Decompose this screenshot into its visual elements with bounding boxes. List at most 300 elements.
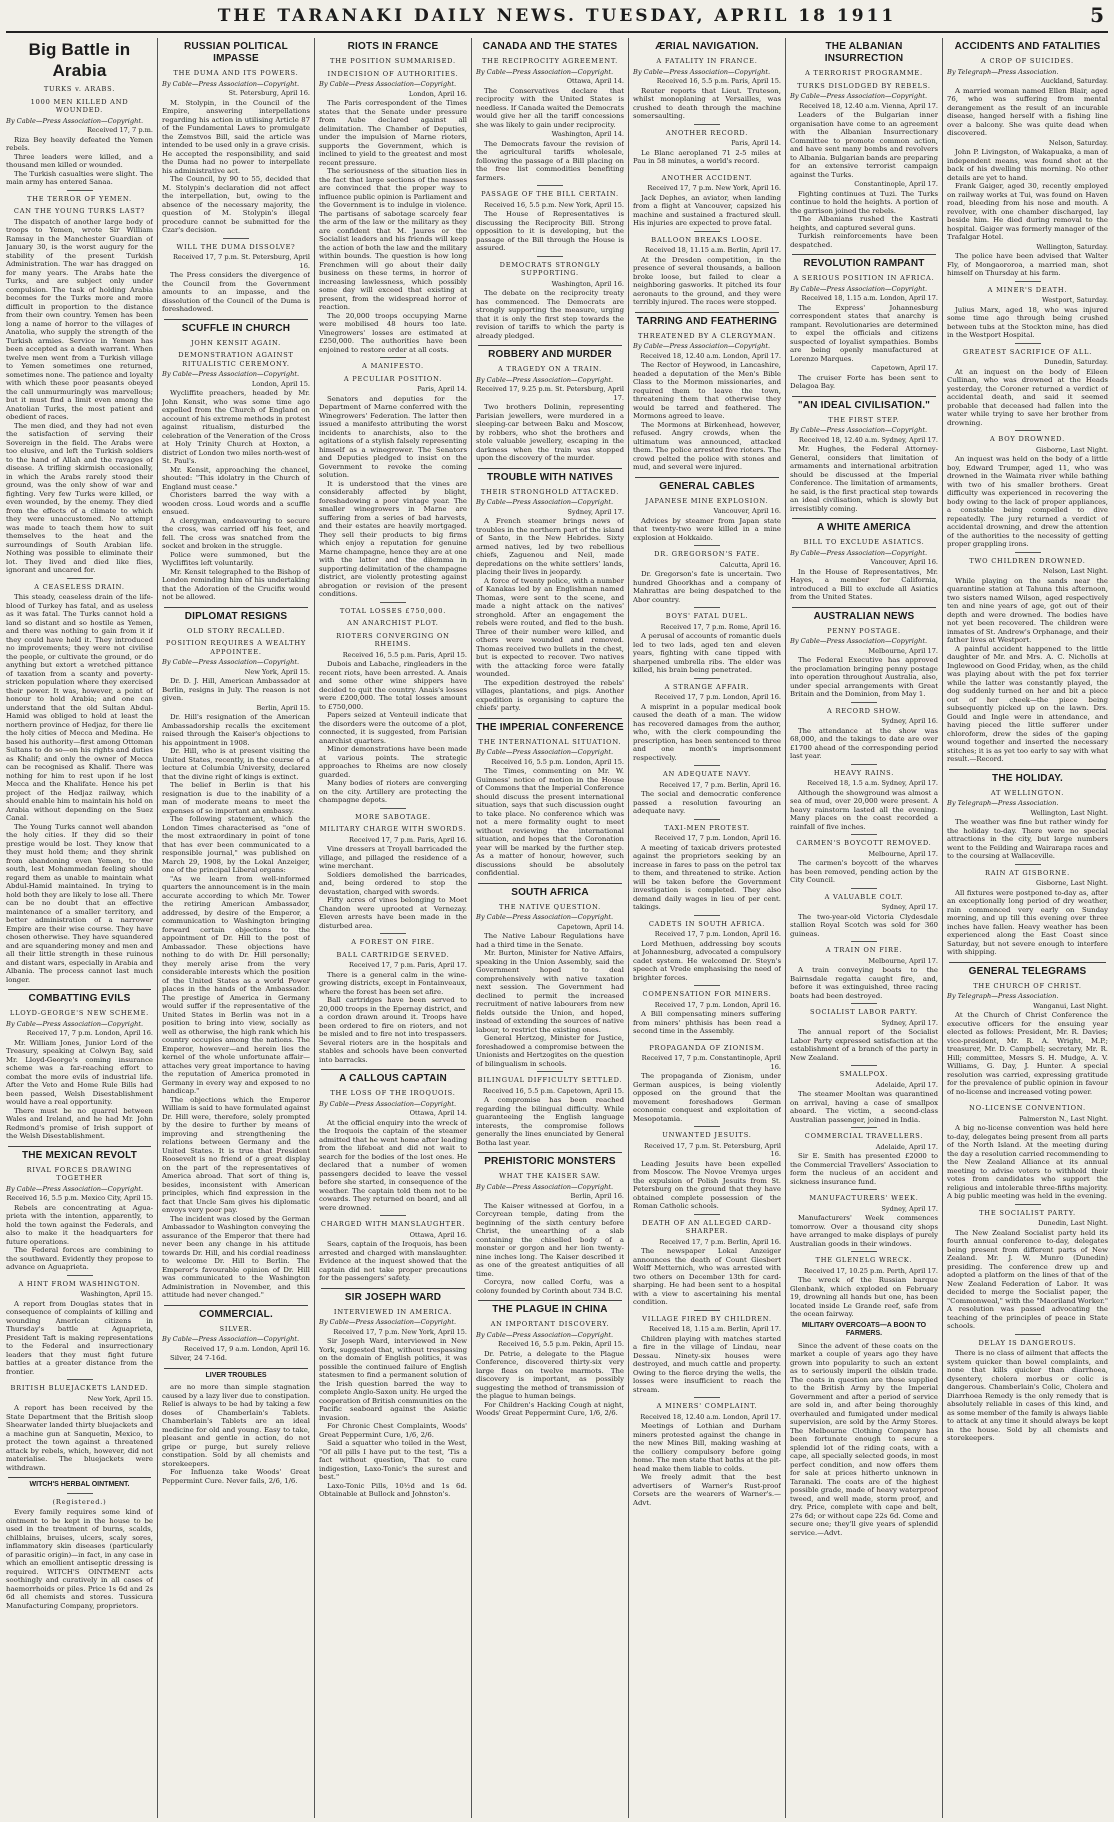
paragraph: Le Blanc aeroplaned 71 2-5 miles at Pau in 58 minutes, a world's record. bbox=[633, 148, 781, 165]
subheading: CAN THE YOUNG TURKS LAST? bbox=[13, 207, 146, 215]
subheading: CARMEN'S BOYCOTT REMOVED. bbox=[796, 839, 932, 847]
article bbox=[319, 41, 467, 1064]
dateline: By Cable—Press Association—Copyright. bbox=[476, 375, 614, 384]
paragraph: Leading Jesuits have been expelled from Moscow. The Novoe Vremya urges the expulsion of Polish Jesuits from St. Petersburg on the ground that they have obtained complete possession of the Roman Catholic schools. bbox=[633, 1159, 781, 1210]
paragraph: Vine dressers at Troyall barricaded the village, and pillaged the residence of a wine merchant. bbox=[319, 845, 467, 870]
article-divider bbox=[8, 1146, 151, 1147]
dateline-place: London, April 16. bbox=[408, 89, 467, 98]
paragraph: The debate on the reciprocity treaty has commenced. The Democrats are strongly supporting the measure, urging that it is only the first step towards the revision of tariffs to which the party is already pledged. bbox=[476, 289, 624, 340]
article bbox=[162, 323, 310, 602]
dateline-place: Received 18, 1.15 a.m. London, April 17. bbox=[801, 294, 938, 302]
paragraph: Minor demonstrations have been made at various points. The strategic approaches to Rheims are now closely guarded. bbox=[319, 745, 467, 779]
dateline-place: Received 16, 5.5 p.m. New York, April 15. bbox=[484, 200, 624, 209]
article bbox=[162, 1309, 310, 1363]
paragraph: While playing on the sands near the quarantine station at Tahuna this afternoon, two sisters named Wilson, aged respectively ten and nine years of age, got out of their depth and were drowned. The bodies have not yet been recovered. The children were inmates of St. Andrew's Orphanage, and their father lives at Westport. bbox=[947, 576, 1108, 644]
article bbox=[947, 773, 1108, 957]
paragraph: Leaders of the Bulgarian inner organisation have come to an agreement with the Albanian Insurrectionary Committee to promote common action, and have sent many bombs and revolvers to Albania. Bulgarian bands are preparing for an extensive terrorist campaign against the Turks. bbox=[790, 111, 938, 179]
dateline: By Cable—Press Association—Copyright. bbox=[476, 913, 614, 921]
section-dash bbox=[380, 1215, 406, 1216]
dateline-place: Sydney, April 17. bbox=[881, 903, 938, 911]
column-1 bbox=[6, 38, 153, 1818]
section-dash bbox=[67, 1493, 93, 1494]
subheading: A FOREST ON FIRE. bbox=[351, 938, 435, 946]
subheading: COMPENSATION FOR MINERS. bbox=[642, 990, 772, 998]
paragraph: The Democrats favour the revision of the agricultural tariffs wholesale, following the passage of a Bill placing on the free list commodities benefiting farmers. bbox=[476, 139, 624, 182]
subheading: A VALUABLE COLT. bbox=[824, 892, 904, 901]
paragraph: Although the showground was almost a sea of mud, over 20,000 were present. A heavy rainstorm lasted all the evening. Many places on the coast recorded a rainfall of five inches. bbox=[790, 788, 938, 831]
dateline: By Cable—Press Association—Copyright. bbox=[633, 67, 771, 76]
subheading: A MINER'S DEATH. bbox=[987, 285, 1068, 294]
subheading: THE CHURCH OF CHRIST. bbox=[973, 981, 1082, 990]
dateline: By Cable—Press Association—Copyright. bbox=[476, 498, 614, 506]
article-divider bbox=[949, 962, 1106, 963]
article bbox=[790, 522, 938, 602]
subheading: TURKS DISLODGED BY REBELS. bbox=[797, 81, 931, 90]
article bbox=[790, 41, 938, 249]
paragraph: Turkish reinforcements have been despatched. bbox=[790, 232, 938, 249]
paragraph: The Turkish casualties were slight. The main army has entered Sanaa. bbox=[6, 169, 153, 186]
paragraph: Manufacturers' Week commences tomorrow. Over a thousand city shops have arranged to make displays of purely Australian goods in their windows. bbox=[790, 1214, 938, 1248]
article bbox=[790, 258, 938, 391]
subheading: WHAT THE KAISER SAW. bbox=[499, 1172, 601, 1180]
article-headline: Big Battle in Arabia bbox=[28, 40, 131, 80]
article-divider bbox=[635, 477, 779, 478]
paragraph: Lord Methuen, addressing boy scouts at Johannesburg, advocated a compulsory cadet system. He welcomed Dr. Steyn's speech at Vrede emphasising the need of brighter forces. bbox=[633, 939, 781, 982]
paragraph: Silver, 24 7-16d. bbox=[170, 1354, 228, 1362]
dateline: By Cable—Press Association—Copyright. bbox=[476, 1182, 614, 1191]
paragraph: Julius Marx, aged 18, who was injured some time ago through being crushed between tubs at the Stockton mine, has died in the Westport Hospital. bbox=[947, 305, 1108, 339]
dateline-place: Received 18, 11.15 a.m. Berlin, April 17. bbox=[644, 246, 781, 254]
paragraph: A report has been received by the State Department that the British sloop Shearwater landed thirty bluejackets and a machine gun at Sanquetin, Mexico, to protect the town against a threatened attack by rebels, which, however, did not materialise. The bluejackets were withdrawn. bbox=[6, 1404, 153, 1472]
paragraph: At the Church of Christ Conference the executive officers for the ensuing year elected as follows: President, Mr. R. Davies; vice-president, Mr. R. A. Wright, M.P.; treasurer, Mr. D. Campbell; secretary, Mr. R. Hill; committee, Messrs S. H. Mudge, A. V. Williams, G. Day, J. Hunter. A special resolution was carried, expressing gratitude for the prevalence of public opinion in favour of no-license and increased voting power. bbox=[947, 1011, 1108, 1096]
subheading: MILITARY CHARGE WITH SWORDS. bbox=[319, 825, 467, 833]
paragraph: Choristers barred the way with a wooden cross. Loud words and a scuffle ensued. bbox=[162, 491, 310, 516]
article-headline: TARRING AND FEATHERING bbox=[636, 315, 778, 327]
article-headline: SCUFFLE IN CHURCH bbox=[181, 322, 291, 334]
subheading: A CROP OF SUICIDES. bbox=[981, 57, 1074, 65]
section-dash bbox=[694, 607, 720, 608]
article-headline: ROBBERY AND MURDER bbox=[488, 349, 612, 360]
paragraph: The Rector of Heywood, in Lancashire, headed a deputation of the Men's Bible Class to the Mormon missionaries, and required them to leave the town, threatening them that otherwise they would be tarred and feathered. The Mormons agreed to leave. bbox=[633, 361, 781, 420]
section-dash bbox=[851, 1189, 877, 1190]
paragraph: There is a general calm in the wine-growing districts, except in Fontainveaux, where the forest has been set afire. bbox=[319, 970, 467, 996]
paragraph: The Times, commenting on Mr. W. Guinness' notice of motion in the House of Commons that the Imperial Conference should discuss the present international situation, says that such discussion ought to take place. No conference which was not a mere formality ought to meet without reviewing the international situation, and hopes that the Coronation year will be marked by the further step. As a matter of honour, however, such discussions should be absolutely confidential. bbox=[476, 767, 624, 877]
subheading: A TERRORIST PROGRAMME. bbox=[805, 69, 923, 77]
paragraph: Mr. Burton, Minister for Native Affairs, speaking in the Union Assembly, said the Government hoped to deal comprehensively with native taxation next session. The Government had declined to permit the increased recruitment of native labourers from new fields outside the Union, and hoped, instead of extending the sources of native labour, to restrict the existing ones. bbox=[476, 949, 624, 1034]
article bbox=[162, 41, 310, 314]
paragraph: The steamer Mooltan was quarantined on arrival, having a case of smallpox aboard. The victim, a second-class Australian passenger, joined in India. bbox=[790, 1090, 938, 1124]
dateline-place: London, April 15. bbox=[251, 379, 310, 388]
paragraph: For Influenza take Woods' Great Peppermint Cure. Never fails, 2/6, 1/6. bbox=[162, 1468, 310, 1485]
dateline-place: Washington, April 15. bbox=[80, 1290, 153, 1298]
paragraph: A misprint in a popular medical book caused the death of a man. The widow has recovered damages from the author, who, with the clerk compounding the prescription, has been sentenced to three and one month's imprisonment respectively. bbox=[633, 702, 781, 762]
dateline-place: Gisborne, Last Night. bbox=[1036, 445, 1108, 454]
paragraph: Dr. D. J. Hill, American Ambassador at Berlin, resigns in July. The reason is not given. bbox=[162, 677, 310, 702]
dateline: By Cable—Press Association—Copyright. bbox=[476, 748, 614, 756]
paragraph: A Bill compensating miners suffering from miners' phthisis has been read a second time in the Assembly. bbox=[633, 1010, 781, 1035]
paragraph: The men died, and they had not even the satisfaction of serving their Sovereign in the field. The Arabs were too elusive, and left the Turkish soldiers to the hand of Allah and the ravages of disease. A trifling skirmish occasionally, in which the Arabs rarely stood their ground, was the only show of war and fighting. Very few Turks were killed, or even wounded, by the enemy. They died from the effects of a climate to which they were unaccustomed. No attempt was made to teach them how to suit themselves to the heat and the surroundings of South Arabian life. Nothing was possible to eliminate their lot. They lived and died like flies, ignorant and uncared for. bbox=[6, 421, 153, 574]
paragraph: Ball cartridges have been served to 20,000 troops in the Epernay district, and a cordon drawn around it. Troops have been ordered to fire on rioters, and not be misled and to fire not into trespassers. Several rioters are in the hospitals and stables and schools have been converted into barracks. bbox=[319, 996, 467, 1064]
paragraph: Said a squatter who toiled in the West, "Of all pills I have put to the test, 'Tis a fact without question, That to cure indigestion, Laxo-Tonic's the surest and best." bbox=[319, 1439, 467, 1481]
article-divider bbox=[164, 1305, 308, 1306]
dateline-place: Wellington, Last Night. bbox=[1030, 808, 1108, 817]
section-dash bbox=[851, 702, 877, 703]
article bbox=[633, 481, 781, 1508]
article bbox=[476, 349, 624, 463]
subheading: A FATALITY IN FRANCE. bbox=[656, 57, 758, 65]
article-divider bbox=[792, 254, 936, 255]
dateline-place: Paris, April 14. bbox=[417, 385, 467, 393]
article-divider bbox=[164, 607, 308, 608]
dateline-place: Vancouver, April 16. bbox=[713, 507, 781, 515]
subheading: AN IMPORTANT DISCOVERY. bbox=[490, 1320, 610, 1328]
dateline: By Telegraph—Press Association. bbox=[947, 67, 1059, 76]
subheading: DEMOCRATS STRONGLY SUPPORTING. bbox=[499, 260, 601, 277]
subheading: UNWANTED JESUITS. bbox=[662, 1131, 752, 1139]
article-headline: SIR JOSEPH WARD bbox=[344, 1291, 442, 1303]
section-dash bbox=[223, 238, 249, 239]
article bbox=[6, 993, 153, 1141]
subheading: THE LOSS OF THE IROQUOIS. bbox=[330, 1089, 456, 1097]
article-headline: GENERAL CABLES bbox=[659, 480, 755, 492]
dateline-place: Received 17, 9 a.m. London, April 16. bbox=[183, 1344, 310, 1353]
dateline-place: Vancouver, April 16. bbox=[870, 558, 938, 566]
dateline-place: Westport, Saturday. bbox=[1042, 296, 1108, 304]
column-3 bbox=[319, 38, 467, 1818]
subheading: A MINERS' COMPLAINT. bbox=[656, 1402, 758, 1410]
paragraph: The belief in Berlin is that his resignation is due to the inability of a man of moderate means to meet the expenses of so important an embassy. bbox=[162, 781, 310, 815]
section-dash bbox=[380, 933, 406, 934]
article-headline: A WHITE AMERICA bbox=[817, 522, 911, 533]
dateline-place: Wellington, Saturday. bbox=[1036, 242, 1108, 251]
paragraph: Mr. William Jones, Junior Lord of the Treasury, speaking at Colwyn Bay, said Mr. Lloyd-George's coming insurance scheme was a far-reaching effort to combat the more evils of industrial life. After the Veto and Home Rule Bills had been passed, Welsh Disestablishment would have a real opportunity. bbox=[6, 1038, 153, 1106]
section-dash bbox=[67, 578, 93, 579]
article bbox=[476, 1304, 624, 1418]
paragraph: Soldiers demolished the barricades, and, being ordered to stop the devastation, charged with swords. bbox=[319, 870, 467, 896]
subheading: RIVAL FORCES DRAWING TOGETHER bbox=[26, 1165, 133, 1182]
dateline-place: Received 18, 12.40 a.m. London, April 17. bbox=[640, 351, 781, 360]
paragraph: Since the advent of these coats on the market a couple of years ago they have grown into popularity to such an extent as to seriously imperil the oilskin trade. The coats in question are those supplied to the British Army by the Imperial Government and after a period of service are sold in, and after being thoroughly overhauled and fumigated under medical supervision, are sold by the Army Stores. The Melbourne Clothing Company has been fortunate enough to secure a splendid lot of the riding coats, with a cape, all specially selected goods, in most perfect condition, and now offers them for sale at prices hitherto unknown in Taranaki. The coats are of the highest possible grade, made of heavy waterproof tweed, and well made, storm proof, and dry. Price, complete with cape and belt, 27s 6d; or without cape 22s 6d. Come and secure one; they'll give years of splendid service.—Advt. bbox=[790, 1341, 938, 1537]
paragraph: It is understood that the vines are considerably affected by blight, foreshadowing a poor vintage year. The smaller winegrowers in Marne are suffering from a series of bad harvests, and their estates are heavily mortgaged. They sell their products to big firms which enjoy a reputation for genuine Marne champagne, hence they are at one with the latter and the dilemma in supporting delimitation of the champagne district, are violently protesting against abrogation or revision of the present conditions. bbox=[319, 479, 467, 598]
dateline-place: Received 17, 7 p.m. London, April 16. bbox=[654, 930, 781, 938]
article-divider bbox=[635, 312, 779, 313]
column-5 bbox=[633, 38, 781, 1818]
dateline-place: Melbourne, April 17. bbox=[868, 646, 938, 655]
section-dash bbox=[851, 941, 877, 942]
paragraph: A compromise has been reached regarding the bilingual difficulty. While guaranteeing the English language interests, the compromise follows generally the lines enunciated by General Botha last year. bbox=[476, 1096, 624, 1147]
section-dash bbox=[1015, 430, 1041, 431]
dateline-place: Ottawa, April 16. bbox=[409, 1230, 467, 1239]
dateline-place: Received 18, 12.40 a.m. Sydney, April 17. bbox=[798, 435, 938, 444]
dateline: By Cable—Press Association—Copyright. bbox=[790, 637, 928, 645]
subheading: (Registered.) bbox=[52, 1497, 107, 1506]
paragraph: Dubois and Labache, ringleaders in the recent riots, have been arrested. A. Anais and some other wine shippers have decided to quit the country. Anais's losses were £200,000. The total losses amount to £750,000. bbox=[319, 660, 467, 711]
newspaper-columns bbox=[6, 38, 1108, 1818]
paragraph: A meeting of taxicab drivers protested against the proprietors seeking by an increase in fares to pass on the petrol tax to them, and threatened to strike. Action will be taken before the Government investigation is completed. They also demand daily wages in lieu of per cent. takings. bbox=[633, 843, 781, 911]
paragraph: Mr. Hughes, the Federal Attorney-General, considers that limitation of armaments and international arbitration should be discussed at the Imperial Conference. The limitation of armaments, he said, is the first practical step towards an ideal civilisation, which is slowly but irresistibly coming. bbox=[790, 445, 938, 513]
subheading: AN ADEQUATE NAVY. bbox=[662, 770, 752, 778]
article-divider bbox=[8, 989, 151, 990]
subheading: PROPAGANDA OF ZIONISM. bbox=[649, 1043, 765, 1052]
dateline-place: Wanganui, Last Night. bbox=[1033, 1001, 1108, 1010]
section-dash bbox=[694, 169, 720, 170]
section-dash bbox=[694, 819, 720, 820]
section-dash bbox=[537, 1071, 563, 1072]
paragraph: All fixtures were postponed to-day as, after an exceptionally long period of dry weather, rain commenced very early on Sunday morning, and up till this evening over three inches have fallen. Heavy weather has been experienced along the East Coast since Saturday, but not severe enough to interfere with shipping. bbox=[947, 888, 1108, 956]
dateline-place: Received 17, 7 p.m. New York, April 15. bbox=[333, 1327, 467, 1336]
subheading: TWO CHILDREN DROWNED. bbox=[969, 556, 1086, 565]
section-dash bbox=[694, 1310, 720, 1311]
section-dash bbox=[694, 545, 720, 546]
paragraph: Reuter reports that Lieut. Truteson, whilst monoplaning at Versailles, was crushed to death through the machine somersaulting. bbox=[633, 86, 781, 120]
subheading: SILVER. bbox=[219, 1324, 253, 1333]
dateline-place: Received 17, 7 p.m. St. Petersburg, April 16. bbox=[172, 253, 310, 270]
dateline: By Cable—Press Association—Copyright. bbox=[162, 1335, 300, 1343]
dateline: By Cable—Press Association—Copyright. bbox=[633, 342, 771, 350]
article bbox=[790, 611, 938, 1538]
dateline-place: Received 17, 7 p.m. Paris, April 17. bbox=[349, 961, 467, 969]
dateline-place: New York, April 15. bbox=[244, 667, 310, 676]
section-dash bbox=[1015, 1099, 1041, 1100]
article-headline: THE IMPERIAL CONFERENCE bbox=[476, 721, 624, 733]
dateline-place: Received 17, 7 p.m. London, April 16. bbox=[654, 834, 781, 842]
dateline-place: Received 17, 7 p.m. New York, April 16. bbox=[647, 184, 781, 192]
dateline-place: Received 17, 7 p.m. Berlin, April 16. bbox=[659, 1237, 781, 1246]
article bbox=[6, 1481, 153, 1610]
subheading: THE RECIPROCITY AGREEMENT. bbox=[481, 57, 619, 65]
column-7 bbox=[947, 38, 1108, 1818]
paragraph: The social and democratic conference passed a resolution favouring an adequate navy. bbox=[633, 790, 781, 815]
subheading: A STRANGE AFFAIR. bbox=[664, 682, 750, 691]
dateline: By Cable—Press Association—Copyright. bbox=[6, 116, 144, 125]
subheading: THE DUMA AND ITS POWERS. bbox=[173, 69, 299, 77]
subheading: NO-LICENSE CONVENTION. bbox=[969, 1104, 1086, 1112]
dateline: By Cable—Press Association—Copyright. bbox=[6, 1184, 144, 1193]
article-headline: RIOTS IN FRANCE bbox=[347, 41, 439, 52]
paragraph: The propaganda of Zionism, under German auspices, is being violently opposed on the ground that the movement foreshadows German economic conquest and exploitation of Mesopotamia. bbox=[633, 1072, 781, 1123]
article bbox=[162, 611, 310, 1300]
dateline: By Cable—Press Association—Copyright. bbox=[319, 1099, 457, 1108]
article bbox=[476, 41, 624, 340]
column-divider bbox=[471, 38, 472, 1818]
paragraph: This steady, ceaseless drain of the life-blood of Turkey has fatal, and as useless as it was fatal. The Turks cannot hold a land so distant and so hostile as Yemen, and there was nothing to gain from it if they could have held it. They introduced no improvements; they were not civilise the people, or cultivate the ground, or do anything but extort a wretched pittance of taxation from a scanty and poverty-stricken population where they exercised their power. It was, however, a point of honour to hold Arabia; and one can understand that the old Sultan Abdul-Hamid was obliged to hold at least the northern province of Hedjaz, for there lie the holy cities of Mecca and Medina. He based his authority—first among Ottoman Sultans to do so—on his rights and duties as Khalif; and only the owner of Mecca can be recognised as Khalif. There was nothing for him to rest upon if he lost Mecca and the Khalifate. Hence his pet project of the Hedjaz railway, which should enable him to maintain his hold on Arabia without depending on the Suez Canal. bbox=[6, 593, 153, 822]
paragraph: The weather was fine but rather windy for the holiday to-day. There were no special attractions in the city, but large numbers went to the Feilding and Wairarapa races and to the coursing at Wallaceville. bbox=[947, 818, 1108, 860]
article bbox=[6, 1150, 153, 1473]
dateline-place: Received 18, 1.15 a.m. Berlin, April 17. bbox=[649, 1325, 781, 1333]
dateline-place: Sydney, April 17. bbox=[881, 1018, 938, 1027]
section-dash bbox=[537, 256, 563, 257]
article-headline: THE HOLIDAY. bbox=[992, 772, 1063, 784]
subheading: BALLOON BREAKS LOOSE. bbox=[651, 235, 763, 244]
paragraph: The newspaper Lokal Anzeiger announces the death of Count Giesbert Wolff Metternich, who was arrested with two others on December 13th for card-sharping. He had been sent to a hospital with a view to ascertaining his mental condition. bbox=[633, 1247, 781, 1306]
paragraph: The expedition destroyed the rebels' villages, plantations, and pigs. Another expedition is organising to capture the chiefs' party. bbox=[476, 678, 624, 712]
article bbox=[476, 722, 624, 878]
section-dash bbox=[694, 678, 720, 679]
paragraph: The seriousness of the situation lies in the fact that large sections of the masses are convinced that the proper way to influence public opinion is Parliament and the Government is to indulge in violence. The partisans of sabotage scarcely fear the arm of the law or the military as they are confident that M. Jaures or the Socialist leaders and his friends will keep the action of both the law and the military within bounds. The question is how long Frenchmen will go about their daily business on these terms, in horror of increasing lawlessness, which possibly some day will exceed that existing at present, from the widespread horror of reaction. bbox=[319, 167, 467, 311]
section-dash bbox=[67, 1275, 93, 1276]
paragraph: Riza Bey heavily defeated the Yemen rebels. bbox=[6, 135, 153, 152]
paragraph: The Federal forces are combining to the southward. Evidently they propose to advance on Aguaprieta. bbox=[6, 1246, 153, 1271]
paragraph: Dr. Petrie, a delegate to the Plague Conference, discovered thirty-six very large fleas on twelve marmots. The discovery is important, as possibly suggesting the method of transmission of the plague to human beings. bbox=[476, 1349, 624, 1400]
subheading: OLD STORY RECALLED. bbox=[186, 626, 286, 635]
subheading: BRITISH BLUEJACKETS LANDED. bbox=[10, 1384, 149, 1392]
subheading: A BOY DROWNED. bbox=[989, 435, 1066, 443]
paragraph: The Albanians rushed the Kastrati heights, and captured several guns. bbox=[790, 215, 938, 232]
paragraph: Meetings of Lothian and Durham miners protested against the change in the new Mines Bill, making washing at the colliery compulsory before going home. The men state that baths at the pit-head make them liable to colds. bbox=[633, 1422, 781, 1473]
section-dash bbox=[1015, 343, 1041, 344]
dateline-place: Dunedin, Saturday. bbox=[1043, 358, 1108, 366]
advert-heading: WITCH'S HERBAL OINTMENT. bbox=[29, 1481, 130, 1488]
paragraph: Jack Dephes, an aviator, when landing from a flight at Vancouver, capsized his machine and sustained a fractured skull. His injuries are expected to prove fatal. bbox=[633, 193, 781, 227]
column-4 bbox=[476, 38, 624, 1818]
dateline-place: Dunedin, Last Night. bbox=[1038, 1219, 1108, 1227]
paragraph: The police have been advised that Walter Fly, of Mongaororoa, a married man, shot himself on Thursday at his farm. bbox=[947, 252, 1108, 277]
paragraph: At an inquest on the body of Eileen Cullinan, who was drowned at the Heads yesterday, the Coroner returned a verdict of accidental death, and said it seemed probable that deceased had fallen into the water while trying to save her brother from drowning. bbox=[947, 367, 1108, 427]
section-dash bbox=[694, 124, 720, 125]
subheading: BILL TO EXCLUDE ASIATICS. bbox=[803, 538, 925, 546]
article-divider bbox=[321, 1069, 465, 1070]
article bbox=[6, 39, 153, 984]
section-dash bbox=[694, 1126, 720, 1127]
dateline-place: Melbourne, April 17. bbox=[868, 956, 938, 965]
article-headline: A CALLOUS CAPTAIN bbox=[339, 1073, 447, 1084]
paragraph: The Paris correspondent of the Times states that the Senate under pressure from Aube declared against all delimitation. The Chamber of Deputies, under the impulsion of Marne rioters, supports the Government, which is inclined to yield to the greatest and most recent pressure. bbox=[319, 99, 467, 167]
paragraph: Three leaders were killed, and a thousand men killed or wounded. bbox=[6, 152, 153, 169]
paragraph: Many bodies of rioters are converging on the city. Artillery are protecting the champagne depots. bbox=[319, 779, 467, 804]
article-headline: COMMERCIAL. bbox=[199, 1308, 273, 1320]
subheading: VILLAGE FIRED BY CHILDREN. bbox=[642, 1314, 772, 1323]
dateline: By Cable—Press Association—Copyright. bbox=[476, 1330, 614, 1339]
dateline-place: Received 16, 5.5 p.m. London, April 15. bbox=[491, 757, 624, 766]
dateline-place: Nelson, Saturday. bbox=[1048, 138, 1108, 147]
dateline-place: Received 18, 12.40 a.m. London, April 17. bbox=[640, 1412, 781, 1421]
dateline-place: Washington, April 14. bbox=[551, 130, 624, 138]
dateline-place: Nelson, Last Night. bbox=[1042, 567, 1108, 575]
subheading: TURKS v. ARABS. bbox=[43, 85, 116, 93]
dateline-place: Received 17, 7 p.m. Constantinople, April 16. bbox=[641, 1054, 781, 1071]
dateline-place: Received 17, 10.25 p.m. Perth, April 17. bbox=[803, 1266, 938, 1275]
paragraph: We freely admit that the best advertisers of Warner's Rust-proof Corsets are the wearers of Warner's.—Advt. bbox=[633, 1473, 781, 1507]
paragraph: The House of Representatives is discussing the Reciprocity Bill. Strong opposition to it is developing, but the passage of the Bill through the House is assured. bbox=[476, 210, 624, 252]
subheading: A PECULIAR POSITION. bbox=[343, 374, 443, 383]
dateline-place: Received 17, 7 p.m. Berlin, April 16. bbox=[659, 780, 781, 789]
dateline: By Cable—Press Association—Copyright. bbox=[319, 80, 457, 88]
paragraph: Every family requires some kind of ointment to be kept in the house to be used in the treatment of burns, scalds, chilblains, bruises, ulcers, scaly sores, inflammatory skin diseases (particularly of parasitic origin)—in fact, in any case in which an emollient antiseptic dressing is required. WITCH'S OINTMENT acts soothingly and curatively in all cases of haemorrhoids or piles. Price 1s 6d and 2s 6d all chemists and stores. Tussicura Manufacturing Company, proprietors. bbox=[6, 1508, 153, 1610]
dateline-place: Ottawa, April 14. bbox=[566, 77, 624, 85]
section-dash bbox=[851, 764, 877, 765]
subheading: BILINGUAL DIFFICULTY SETTLED. bbox=[477, 1076, 623, 1084]
subheading: DR. GREGORSON'S FATE. bbox=[654, 550, 760, 558]
paragraph: The cruiser Forte has been sent to Delagoa Bay. bbox=[790, 373, 938, 390]
paragraph: The Federal Executive has approved the proclamation bringing penny postage into operation throughout Australia, also, under special arrangements with Great Britain and the Dominion, from May 1. bbox=[790, 656, 938, 698]
subheading: TAXI-MEN PROTEST. bbox=[664, 823, 750, 832]
dateline-place: Received 17, 7 p.m. St. Petersburg, April 16. bbox=[643, 1141, 781, 1158]
dateline-place: Adelaide, April 17. bbox=[875, 1142, 938, 1151]
dateline-place: Constantinople, April 17. bbox=[854, 180, 938, 188]
article bbox=[790, 400, 938, 514]
paragraph: The New Zealand Socialist party held its fourth annual conference to-day, delegates being present from different parts of New Zealand. Mr. J. W. Munro (Dunedin) presiding. The conference drew up and adopted a platform on the lines of that of the New Zealand Federation of Labor. It was decided to merge the Socialist paper, the "Commonweal," with the "Maoriland Worker." A resolution was passed advocating the teaching of the principles of peace in State schools. bbox=[947, 1228, 1108, 1330]
article-headline: "AN IDEAL CIVILISATION." bbox=[797, 399, 931, 411]
paragraph: A big no-license convention was held here to-day, delegates being present from all parts of the North Island. At the meeting during the day a resolution carried recommending to the New Zealand Alliance at its annual meeting to advise voters to withhold their votes from candidates who support the religious and intolerable three-fifths majority. A big public meeting was held in the evening. bbox=[947, 1124, 1108, 1200]
dateline-place: Berlin, April 15. bbox=[256, 703, 310, 712]
column-divider bbox=[628, 38, 629, 1818]
dateline-place: Ottawa, April 14. bbox=[409, 1109, 467, 1117]
paragraph: A report from Douglas states that in consequence of complaints of killing and wounding American citizens in Thursday's battle at Aguaprieta, President Taft is making representations to the Federal and insurrectionary leaders that they must fight future battles at a greater distance from the frontier. bbox=[6, 1299, 153, 1376]
subheading: THEIR STRONGHOLD ATTACKED. bbox=[480, 487, 620, 496]
dateline-place: Received 17, 7 p.m. London, April 16. bbox=[654, 1000, 781, 1009]
paragraph: Wycliffite preachers, headed by Mr. John Kensit, who was some time ago expelled from the Church of England on account of his extreme methods in protest against ritualism, disturbed the celebration of the Veneration of the Cross at Holy Trinity Church at Hoxton, a district of London two miles north-west of St. Paul's. bbox=[162, 389, 310, 465]
section-dash bbox=[1015, 281, 1041, 282]
article-divider bbox=[478, 468, 622, 469]
article-divider bbox=[792, 396, 936, 397]
dateline: By Cable—Press Association—Copyright. bbox=[790, 284, 928, 293]
section-dash bbox=[851, 1003, 877, 1004]
dateline-place: Paris, April 14. bbox=[731, 139, 781, 147]
paragraph: The dispatch of another large body of troops to Yemen, wrote Sir William Ramsay in the Manchester Guardian of January 30, is the worst augury for the stability of the present Turkish Administration. The war has dragged on for many years. The Arabs hate the Turks, and are subject only under compulsion. The task of holding Arabia becomes for the Turks more and more difficult in proportion to the distance from their own country. Yemen has been long a name of horror to the villages of Anatolia, who supply the strength of the Turkish armies. Service in Yemen has been accepted as a death warrant. When twelve men went from a Turkish village to Yemen sometimes one returned, sometimes none. The patience and loyalty with which these poor peasants obeyed the call unmurmuringly was marvellous; but it must find a limit even among the Anatolian Turks, the most patient and obedient of races. bbox=[6, 217, 153, 421]
article-headline: THE MEXICAN REVOLT bbox=[21, 1149, 138, 1161]
dateline: By Cable—Press Association—Copyright. bbox=[476, 67, 614, 76]
article bbox=[947, 966, 1108, 1443]
article bbox=[162, 1372, 310, 1486]
paragraph: John P. Livingston, of Wakapuaka, a man of independent means, was found shot at the back of his dwelling this morning. No other details are yet to hand. bbox=[947, 148, 1108, 182]
paragraph: The Express' Johannesburg correspondent states that anarchy is rampant. Revolutionaries are determined to expel the officials and citizens suspected of loyalist sympathies. Bombs are being openly manufactured at Lorenzo Marques. bbox=[790, 303, 938, 363]
article-headline: COMBATTING EVILS bbox=[28, 993, 131, 1004]
paragraph: The attendance at the show was 68,000, and the takings to date are over £1700 ahead of the corresponding period last year. bbox=[790, 726, 938, 760]
section-dash bbox=[851, 1127, 877, 1128]
advert-heading: LIVER TROUBLES bbox=[205, 1371, 267, 1379]
article-headline: AUSTRALIAN NEWS bbox=[813, 610, 915, 622]
dateline-place: Melbourne, April 17. bbox=[868, 849, 938, 858]
paragraph: At the official enquiry into the wreck of the Iroquois the captain of the steamer admitted that he went home after leading from the lifeboat and did not wait to search for the bodies of the lost ones. He declared that a number of women passengers decided to leave the vessel before she started, in consequence of the weather. The captain told them not to be cowards. They returned on board, and all were drowned. bbox=[319, 1118, 467, 1212]
dateline-place: Palmerston N., Last Night. bbox=[1019, 1114, 1108, 1123]
paragraph: The objections which the Emperor William is said to have formulated against Dr. Hill were, therefore, solely prompted by the desire to further by means of improving and strengthening the relations between Germany and the United States. It is true that President Roosevelt is no friend of a great display on the part of the representatives of America abroad. That sort of thing is, besides, inconsistent with American principles, which find expression in the fact that Uncle Sam gives his diplomatic envoys very poor pay. bbox=[162, 1095, 310, 1214]
dateline: By Cable—Press Association—Copyright. bbox=[790, 92, 928, 100]
article-headline: CANADA AND THE STATES bbox=[482, 41, 618, 52]
paragraph: Sears, captain of the Iroquois, has been arrested and charged with manslaughter. Evidence at the inquest showed that the captain did not take proper precautions for the passengers' safety. bbox=[319, 1240, 467, 1282]
paragraph: Sir Joseph Ward, interviewed in New York, suggested that, without trespassing on the domain of English politics, it was possible the continued failure of English statesmen to find a permanent solution of the Irish question barred the way to complete Anglo-Saxon unity. He urged the cooperation of British communities on the Pacific seaboard against the Asiatic invasion. bbox=[319, 1337, 467, 1422]
subheading: ANOTHER RECORD. bbox=[665, 128, 749, 137]
dateline: By Cable—Press Association—Copyright. bbox=[6, 1019, 144, 1028]
subheading: A MANIFESTO. bbox=[362, 362, 424, 370]
paragraph: A train conveying boats to the Bairnsdale regatta caught fire, and, before it was extinguished, three racing boats had been destroyed. bbox=[790, 966, 938, 1000]
subheading: THE NATIVE QUESTION. bbox=[498, 902, 602, 911]
subheading: WILL THE DUMA DISSOLVE? bbox=[176, 242, 296, 251]
subheading: HEAVY RAINS. bbox=[833, 768, 895, 777]
dateline-place: Received 16, 5.5 p.m. Paris, April 15. bbox=[656, 77, 781, 85]
dateline-place: Received 17, 9.25 p.m. St. Petersburg, April 17. bbox=[476, 385, 624, 402]
article-divider bbox=[164, 319, 308, 320]
section-dash bbox=[851, 834, 877, 835]
dateline-place: Received 17, 7 p.m. bbox=[86, 126, 153, 134]
article-headline: TROUBLE WITH NATIVES bbox=[486, 471, 614, 483]
article bbox=[319, 1073, 467, 1283]
section-dash bbox=[851, 1251, 877, 1252]
paragraph: M. Stolypin, in the Council of the Empire, answering interpellations regarding his action in utilising Article 87 of the Fundamental Laws to promulgate the Zemstvos Bill, said the article was intended to be used only in a grave crisis. He accepted the responsibility, and said the Duma had no power to interpellate his administrative act. bbox=[162, 98, 310, 175]
subheading: DELAY IS DANGEROUS. bbox=[978, 1338, 1077, 1347]
dateline-place: Received 16, 5.5 p.m. Pekin, April 15. bbox=[498, 1340, 624, 1348]
section-dash bbox=[694, 1214, 720, 1215]
paragraph: A force of twenty police, with a number of Kanakas led by an Englishman named Thomas, were sent to the scene, and made a night attack on the natives' stronghold. After an engagement the rebels were routed, and fled to the bush. Three of their number were killed, and others were wounded and removed. Thomas received two bullets in the chest, but is expected to recover. Two natives with the attacking force were fatally wounded. bbox=[476, 576, 624, 678]
paragraph: A married woman named Ellen Blair, aged 76, who was suffering from mental derangement as the result of an incurable disease, hanged herself with a fishing line over a balcony. She was quite dead when discovered. bbox=[947, 86, 1108, 137]
masthead-rule bbox=[6, 31, 1108, 33]
subheading: A CEASELESS DRAIN. bbox=[34, 582, 125, 591]
article-headline: RUSSIAN POLITICAL IMPASSE bbox=[184, 41, 288, 64]
dateline-place: Received 17, 7 p.m. Paris, April 16. bbox=[349, 835, 467, 844]
section-dash bbox=[380, 808, 406, 809]
paragraph: The Council, by 90 to 55, decided that M. Stolypin's declaration did not affect the interpellation, but, owing to the absence of the necessary majority, the question of M. Stolypin's illegal procedure cannot be submitted for the Czar's decision. bbox=[162, 175, 310, 234]
subheading: THE SOCIALIST PARTY. bbox=[979, 1208, 1076, 1217]
article-headline: DIPLOMAT RESIGNS bbox=[184, 610, 288, 622]
